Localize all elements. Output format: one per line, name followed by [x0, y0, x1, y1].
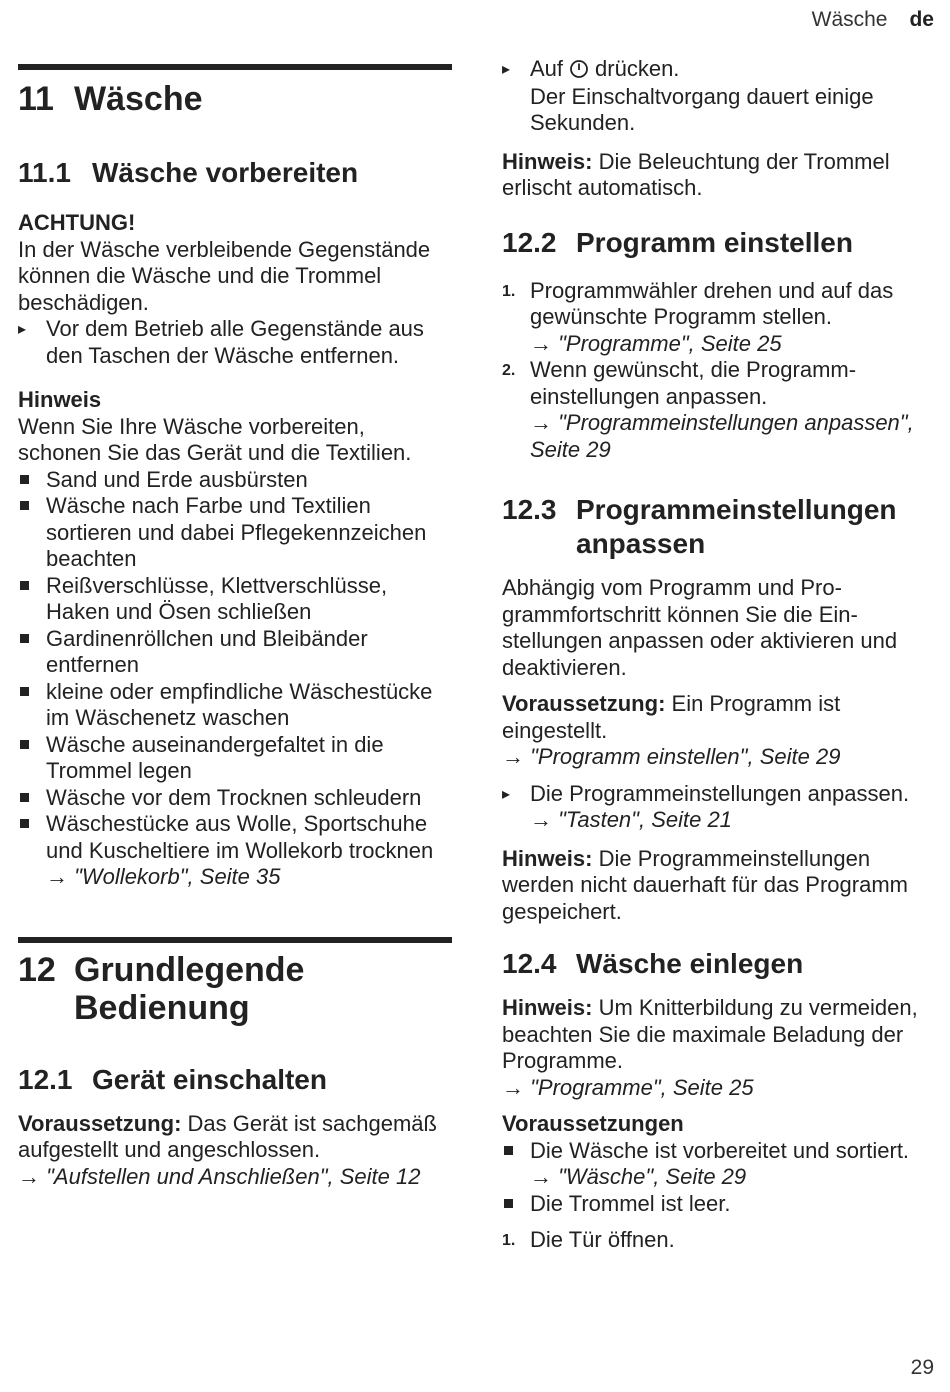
list-item	[18, 811, 452, 864]
step-body	[530, 357, 942, 463]
note-label: Hinweis:	[502, 995, 593, 1020]
tasten-link[interactable]: → "Tasten", Seite 21	[530, 807, 732, 832]
list-item-text: Gardinenröllchen und Bleibänder entfernen	[46, 625, 368, 677]
section-12-3-heading	[502, 493, 942, 561]
list-item	[18, 626, 452, 679]
step-body	[530, 278, 942, 358]
step-text: Programmwähler drehen und auf das gewünschte Programm stellen.	[530, 277, 894, 329]
action-body	[530, 781, 909, 834]
page-header	[812, 8, 934, 32]
programme-link[interactable]: → "Programme", Seite 25	[502, 1074, 754, 1100]
warning-text: In der Wäsche verbleibende Gegenstände können die Wäsche und die Trommel beschädigen.	[18, 236, 431, 315]
page-number: 29	[910, 1356, 934, 1379]
chapter-12-heading	[18, 951, 452, 1027]
section-number: 12.4	[502, 948, 557, 979]
chapter-title-line1: Grundlegende	[74, 950, 305, 989]
section-11-1-heading	[18, 156, 452, 190]
section-title	[576, 493, 897, 561]
precondition-text: Das Gerät ist sachgemäß aufgestellt und angeschlossen.	[18, 1110, 437, 1162]
prep-bullet-list	[18, 467, 452, 865]
waesche-link[interactable]: → "Wäsche", Seite 29	[530, 1164, 747, 1189]
chapter-number: 12	[18, 950, 56, 989]
section-number: 11.1	[18, 157, 71, 188]
note-12-1	[502, 149, 942, 202]
chapter-title: Wäsche	[74, 80, 203, 118]
section-title-line2: anpassen	[576, 528, 706, 559]
list-item-text: Die Trommel ist leer.	[530, 1190, 731, 1216]
warning-action-text: Vor dem Betrieb alle Gegenstände aus den Taschen der Wäsche entfernen.	[46, 316, 424, 368]
precondition-label: Voraussetzung:	[18, 1110, 182, 1136]
chapter-title-line2: Bedienung	[74, 988, 250, 1027]
list-item	[18, 573, 452, 626]
section-number: 12.3	[502, 494, 557, 525]
list-item-text: Wäsche auseinandergefaltet in die Trommel legen	[46, 731, 384, 783]
note-text: Wenn Sie Ihre Wäsche vorbereiten, schonen Sie das Gerät und die Textilien.	[18, 413, 412, 465]
action-arrow-icon	[18, 316, 46, 369]
precondition	[18, 1111, 452, 1164]
left-column	[18, 56, 452, 1190]
list-item-text: Die Wäsche ist vorbereitet und sortiert.	[530, 1137, 910, 1163]
step-text-before: Auf	[530, 56, 564, 81]
list-item	[502, 1191, 942, 1218]
adjust-action	[502, 781, 942, 834]
warning-title: ACHTUNG!	[18, 210, 136, 235]
section-12-2-heading	[502, 226, 942, 260]
bullet-square-icon	[18, 626, 46, 679]
warning-action	[18, 316, 452, 369]
step-number: 1.	[502, 282, 516, 300]
step-result: Der Einschaltvorgang dauert einige Sekunden.	[530, 83, 874, 135]
chapter-number: 11	[18, 80, 54, 118]
program-steps	[502, 278, 942, 464]
list-item	[502, 1227, 942, 1255]
intro-text: Abhängig vom Programm und Programmfortschritt können Sie die Einstellungen anpassen oder aktivieren und deaktivieren.	[502, 575, 898, 680]
bullet-square-icon	[18, 785, 46, 812]
section-number: 12.2	[502, 226, 557, 258]
bullet-square-icon	[502, 1191, 530, 1218]
header-language: de	[909, 8, 934, 31]
note-text: Die Programmeinstellungen werden nicht dauerhaft für das Programm gespeichert.	[502, 845, 908, 924]
note-title: Hinweis	[18, 387, 102, 412]
note-text: Um Knitterbildung zu vermeiden, beachten Sie die maximale Beladung der Programme.	[502, 995, 918, 1073]
list-item	[18, 467, 452, 494]
list-item	[18, 493, 452, 573]
chapter-title	[74, 951, 304, 1027]
power-on-step-text	[530, 56, 679, 84]
power-on-step	[502, 56, 942, 84]
section-rule	[18, 937, 452, 943]
list-item-text: Wäsche vor dem Trocknen schleudern	[46, 784, 422, 810]
section-title: Wäsche einlegen	[576, 948, 804, 979]
section-title: Programm einstellen	[576, 226, 853, 258]
section-12-4-heading	[502, 947, 942, 981]
list-item-text: Wäschestücke aus Wolle, Sportschuhe und Kuscheltiere im Wollekorb trocknen	[46, 811, 434, 863]
step-number: 2.	[502, 362, 516, 379]
step-text-after: drücken.	[595, 56, 680, 81]
note-12-4	[502, 995, 942, 1075]
bullet-square-icon	[18, 573, 46, 626]
step-text: Die Tür öffnen.	[530, 1227, 675, 1252]
section-number: 12.1	[18, 1063, 73, 1095]
bullet-square-icon	[18, 467, 46, 494]
section-12-1-heading	[18, 1063, 452, 1097]
bullet-square-icon	[18, 679, 46, 732]
list-item-body	[530, 1138, 909, 1191]
header-chapter: Wäsche	[811, 8, 888, 31]
action-arrow-icon	[502, 56, 530, 84]
section-title: Wäsche vorbereiten	[92, 157, 359, 188]
step-number: 1.	[502, 1232, 516, 1249]
bullet-square-icon	[18, 811, 46, 864]
note-label: Hinweis:	[502, 845, 593, 871]
list-item-text: Wäsche nach Farbe und Textilien sortieren und dabei Pflegekennzeichen beachten	[46, 493, 427, 571]
section-rule	[18, 64, 452, 70]
list-item-text: Sand und Erde ausbürsten	[46, 466, 308, 492]
bullet-square-icon	[502, 1138, 530, 1191]
power-button-icon	[569, 59, 589, 79]
section-title-line1: Programmeinstellungen	[576, 494, 897, 525]
aufstellen-link[interactable]: → "Aufstellen und Anschließen", Seite 12	[18, 1163, 421, 1189]
section-title: Gerät einschalten	[92, 1063, 327, 1095]
step-text: Wenn gewünscht, die Programmeinstellungen anpassen.	[530, 357, 857, 409]
precondition-text: Ein Programm ist eingestellt.	[502, 691, 841, 743]
list-item-text: Reißverschlüsse, Klettverschlüsse, Haken und Ösen schließen	[46, 572, 388, 624]
action-arrow-icon	[502, 781, 530, 834]
list-item	[502, 1138, 942, 1191]
note-label: Hinweis:	[502, 148, 593, 174]
chapter-11-heading	[18, 80, 452, 118]
wollekorb-link[interactable]: → "Wollekorb", Seite 35	[46, 864, 281, 889]
note-text: Die Beleuchtung der Trommel erlischt automatisch.	[502, 148, 890, 200]
list-item	[18, 679, 452, 732]
list-item	[18, 785, 452, 812]
list-item-text: kleine oder empfindliche Wäschestücke im Wäschenetz waschen	[46, 678, 433, 730]
note-12-3	[502, 846, 942, 926]
list-item	[502, 357, 942, 463]
list-item	[18, 732, 452, 785]
programmeinstellungen-link[interactable]: → "Programmeinstellungen anpassen", Seite 29	[530, 410, 914, 462]
preconditions-title: Voraussetzungen	[502, 1111, 684, 1136]
list-item	[502, 278, 942, 358]
programme-link[interactable]: → "Programme", Seite 25	[530, 330, 782, 356]
bullet-square-icon	[18, 732, 46, 785]
bullet-square-icon	[18, 493, 46, 573]
precondition-label: Voraussetzung:	[502, 691, 666, 716]
precondition	[502, 691, 942, 744]
programm-einstellen-link[interactable]: → "Programm einstellen", Seite 29	[502, 744, 841, 769]
action-text: Die Programmeinstellungen anpassen.	[530, 780, 910, 806]
right-column	[502, 56, 942, 1255]
